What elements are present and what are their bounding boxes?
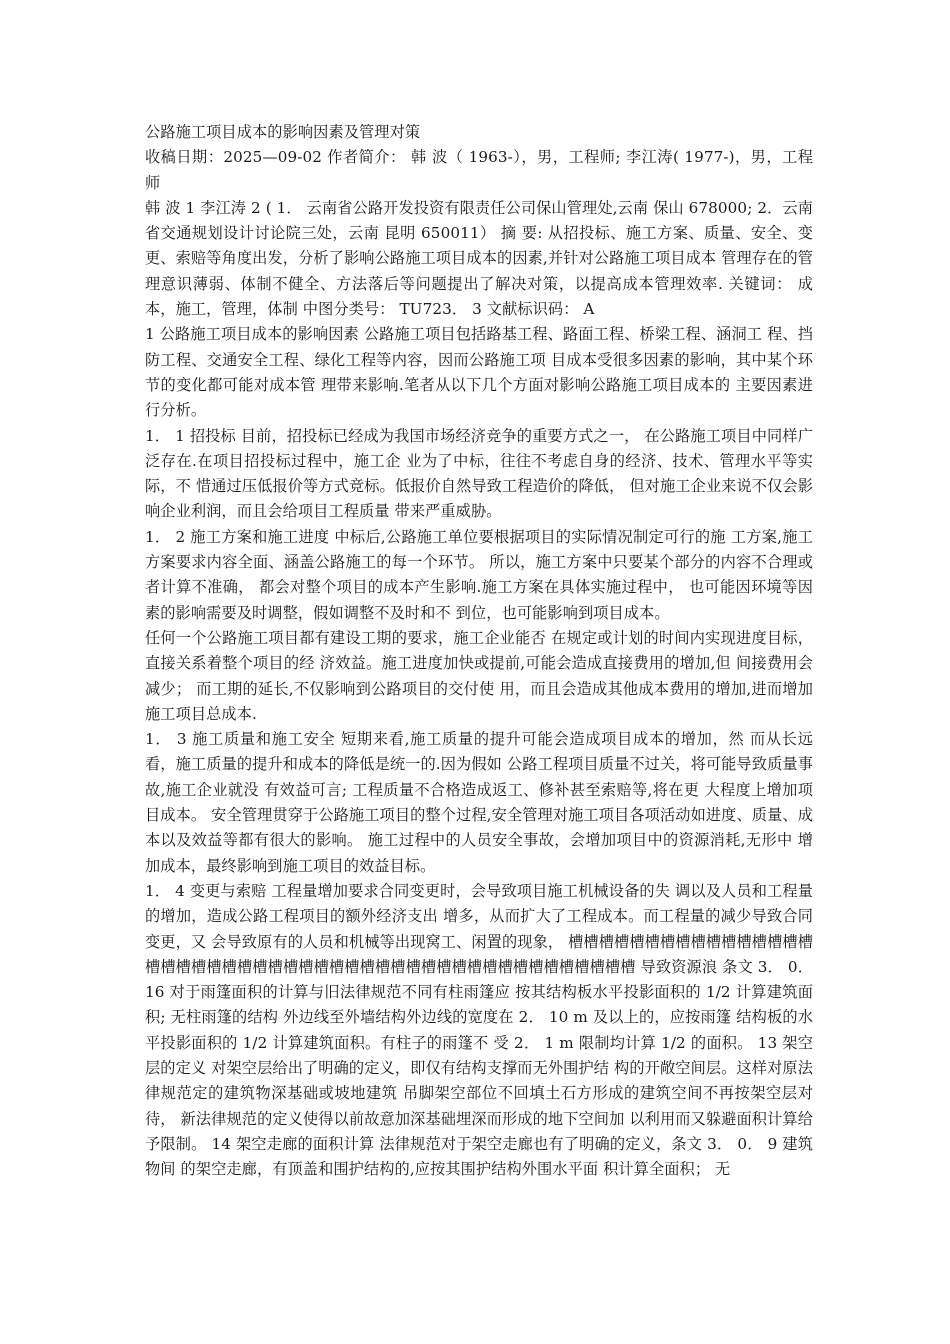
section-1-1-paragraph: 1． 1 招投标 目前，招投标已经成为我国市场经济竞争的重要方式之一， 在公路施工项目中同样广泛存在.在项目招投标过程中，施工企 业为了中标，往往不考虑自身的经济、技术、管理水平等实际，不 惜通过压低报价等方式竞标。低报价自然导致工程造价的降低， 但对施工企业来说不仅会影响企业利润，而且会给项目工程质量 带来严重威胁。 [145, 426, 813, 521]
progress-paragraph: 任何一个公路施工项目都有建设工期的要求，施工企业能否 在规定或计划的时间内实现进度目标，直接关系着整个项目的经 济效益。施工进度加快或提前,可能会造成直接费用的增加,但 间接费用会减少； 而工期的延长,不仅影响到公路项目的交付使 用，而且会造成其他成本费用的增加,进而增加施工项目总成本. [145, 628, 813, 723]
document-page [145, 120, 813, 1182]
section-1-3-paragraph: 1． 3 施工质量和施工安全 短期来看,施工质量的提升可能会造成项目成本的增加，然 而从长远看，施工质量的提升和成本的降低是统一的.因为假如 公路工程项目质量不过关，将可能导致质量事故,施工企业就没 有效益可言; 工程质量不合格造成返工、修补甚至索赔等,将在更 大程度上增加项目成本。 安全管理贯穿于公路施工项目的整个过程,安全管理对施工项目各项活动如进度、质量、成本以及效益等都有很大的影响。 施工过程中的人员安全事故，会增加项目中的资源消耗,无形中 增加成本，最终影响到施工项目的效益目标。 [145, 730, 813, 875]
article-meta: 收稿日期：2025—09-02 作者简介： 韩 波（ 1963-），男，工程师; 李江涛( 1977-)，男，工程师 [145, 148, 813, 192]
section-1-2-paragraph: 1． 2 施工方案和施工进度 中标后,公路施工单位要根据项目的实际情况制定可行的施 工方案,施工方案要求内容全面、涵盖公路施工的每一个环节。 所以，施工方案中只要某个部分的内容不合理或者计算不准确， 都会对整个项目的成本产生影响.施工方案在具体实施过程中， 也可能因环境等因素的影响需要及时调整，假如调整不及时和不 到位，也可能影响到项目成本。 [145, 527, 813, 622]
section-1-4-paragraph: 1． 4 变更与索赔 工程量增加要求合同变更时，会导致项目施工机械设备的失 调以及人员和工程量的增加，造成公路工程项目的额外经济支出 增多，从而扩大了工程成本。而工程量的减少导致合同变更，又 会导致原有的人员和机械等出现窝工、闲置的现象， 槽槽槽槽槽槽槽槽槽槽槽槽槽槽槽槽槽槽槽槽槽槽槽槽槽槽槽槽槽槽槽槽槽槽槽槽槽槽槽槽槽槽槽槽槽槽槽槽 导致资源浪 条文 3． 0． 16 对于雨篷面积的计算与旧法律规范不同有柱雨篷应 按其结构板水平投影面积的 1/2 计算建筑面积; 无柱雨篷的结构 外边线至外墙结构外边线的宽度在 2． 10 m 及以上的，应按雨篷 结构板的水平投影面积的 1/2 计算建筑面积。有柱子的雨篷不 受 2． 1 m 限制均计算 1/2 的面积。 13 架空层的定义 对架空层给出了明确的定义，即仅有结构支撑而无外围护结 构的开敞空间层。这样对原法律规范定的建筑物深基础或坡地建筑 吊脚架空部位不回填土石方形成的建筑空间不再按架空层对待， 新法律规范的定义使得以前故意加深基础埋深而形成的地下空间加 以利用而又躲避面积计算给予限制。 14 架空走廊的面积计算 法律规范对于架空走廊也有了明确的定义，条文 3． 0． 9 建筑物间 的架空走廊，有顶盖和围护结构的,应按其围护结构外围水平面 积计算全面积； 无 [145, 881, 813, 1179]
document-title: 公路施工项目成本的影响因素及管理对策 [145, 123, 421, 141]
abstract-paragraph: 韩 波 1 李江涛 2 ( 1． 云南省公路开发投资有限责任公司保山管理处,云南 保山 678000; 2．云南省交通规划设计讨论院三处，云南 昆明 650011） 摘 要: 从招投标、施工方案、质量、安全、变更、索赔等角度出发，分析了影响公路施工项目成本的因素,并针对公路施工项目成本 管理存在的管理意识薄弱、体制不健全、方法落后等问题提出了解决对策，以提高成本管理效率. 关键词： 成本，施工，管理，体制 中图分类号： TU723． 3 文献标识码： A [145, 198, 813, 319]
section-1-paragraph: 1 公路施工项目成本的影响因素 公路施工项目包括路基工程、路面工程、桥梁工程、涵洞工 程、挡防工程、交通安全工程、绿化工程等内容，因而公路施工项 目成本受很多因素的影响，其中某个环节的变化都可能对成本管 理带来影响.笔者从以下几个方面对影响公路施工项目成本的 主要因素进行分析。 [145, 325, 813, 420]
